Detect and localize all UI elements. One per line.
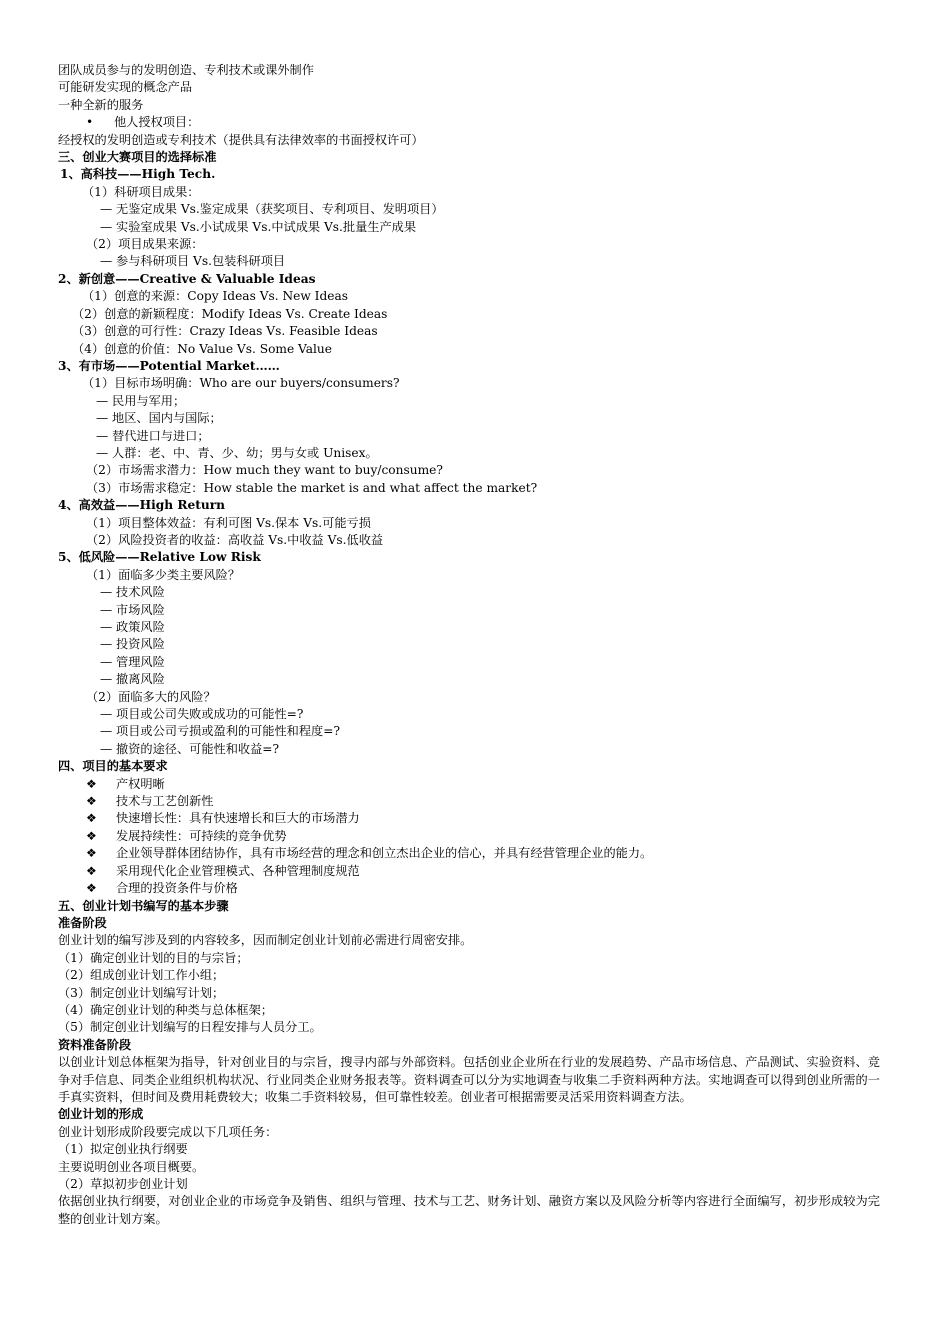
requirement-text: 企业领导群体团结协作，具有市场经营的理念和创立杰出企业的信心，并具有经营管理企业的能力。 bbox=[116, 846, 653, 861]
requirement-text: 发展持续性：可持续的竞争优势 bbox=[116, 828, 287, 843]
requirement-item bbox=[58, 810, 880, 827]
diamond-bullet-icon: ❖ bbox=[86, 776, 97, 791]
prep-stage-desc: 创业计划的编写涉及到的内容较多，因而制定创业计划前必需进行周密安排。 bbox=[58, 933, 473, 948]
criterion-3-sub-a: （1）目标市场明确：Who are our buyers/consumers? bbox=[82, 376, 400, 391]
dash-item: — 地区、国内与国际； bbox=[96, 411, 222, 426]
form-step-2-desc: 依据创业执行纲要，对创业企业的市场竞争及销售、组织与管理、技术与工艺、财务计划、融资方案以及风险分析等内容进行全面编写，初步形成较为完整的创业计划方案。 bbox=[58, 1194, 880, 1226]
dash-item: — 民用与军用； bbox=[96, 393, 186, 408]
criterion-4-item: （2）风险投资者的收益：高收益 Vs.中收益 Vs.低收益 bbox=[86, 532, 384, 547]
requirement-item bbox=[58, 880, 880, 897]
form-stage-heading: 创业计划的形成 bbox=[58, 1107, 144, 1122]
dash-item: — 市场风险 bbox=[100, 602, 165, 617]
criterion-5-sub-b: （2）面临多大的风险？ bbox=[86, 689, 216, 704]
auth-desc: 经授权的发明创造或专利技术（提供具有法律效率的书面授权许可） bbox=[58, 132, 424, 147]
diamond-bullet-icon: ❖ bbox=[86, 828, 97, 843]
requirement-text: 合理的投资条件与价格 bbox=[116, 881, 238, 896]
diamond-bullet-icon: ❖ bbox=[86, 881, 97, 896]
dash-item: — 参与科研项目 Vs.包装科研项目 bbox=[100, 254, 286, 269]
requirement-item bbox=[58, 793, 880, 810]
dash-item: — 项目或公司失败或成功的可能性=? bbox=[100, 707, 304, 722]
criterion-3-heading: 3、有市场——Potential Market…… bbox=[58, 358, 280, 373]
section-3-heading: 三、创业大赛项目的选择标准 bbox=[58, 150, 217, 165]
dash-item: — 技术风险 bbox=[100, 585, 165, 600]
dash-item: — 无鉴定成果 Vs.鉴定成果（获奖项目、专利项目、发明项目） bbox=[100, 202, 444, 217]
prep-step: （4）确定创业计划的种类与总体框架； bbox=[58, 1002, 273, 1017]
criterion-4-heading: 4、高效益——High Return bbox=[58, 498, 226, 513]
criterion-2-item: （3）创意的可行性：Crazy Ideas Vs. Feasible Ideas bbox=[72, 324, 378, 339]
requirement-text: 产权明晰 bbox=[116, 776, 165, 791]
prep-step: （5）制定创业计划编写的日程安排与人员分工。 bbox=[58, 1020, 322, 1035]
dash-item: — 项目或公司亏损或盈利的可能性和程度=? bbox=[100, 724, 340, 739]
dash-item: — 政策风险 bbox=[100, 620, 165, 634]
diamond-bullet-icon: ❖ bbox=[86, 794, 97, 809]
criterion-2-item: （1）创意的来源：Copy Ideas Vs. New Ideas bbox=[82, 289, 349, 304]
form-step-1-desc: 主要说明创业各项目概要。 bbox=[58, 1159, 205, 1174]
criterion-2-item: （4）创意的价值：No Value Vs. Some Value bbox=[72, 341, 332, 356]
criterion-1-sub-a: （1）科研项目成果： bbox=[82, 184, 200, 199]
requirement-item bbox=[58, 776, 880, 793]
form-step-2: （2）草拟初步创业计划 bbox=[58, 1177, 188, 1191]
criterion-3-sub-c: （3）市场需求稳定：How stable the market is and what affect the market? bbox=[86, 480, 538, 495]
requirement-text: 技术与工艺创新性 bbox=[116, 794, 214, 809]
section-5-heading: 五、创业计划书编写的基本步骤 bbox=[58, 898, 229, 913]
form-step-1: （1）拟定创业执行纲要 bbox=[58, 1142, 188, 1157]
intro-line: 一种全新的服务 bbox=[58, 97, 144, 112]
prep-step: （1）确定创业计划的目的与宗旨； bbox=[58, 950, 249, 965]
criterion-1-heading: 1、高科技——High Tech. bbox=[60, 167, 216, 182]
auth-item bbox=[58, 114, 880, 131]
criterion-4-item: （1）项目整体效益：有利可图 Vs.保本 Vs.可能亏损 bbox=[86, 515, 371, 530]
dash-item: — 管理风险 bbox=[100, 654, 165, 669]
dash-item: — 人群：老、中、青、少、幼；男与女或 Unisex。 bbox=[96, 445, 378, 460]
requirement-item bbox=[58, 863, 880, 880]
criterion-3-sub-b: （2）市场需求潜力：How much they want to buy/consume? bbox=[86, 463, 443, 478]
dash-item: — 替代进口与进口； bbox=[96, 428, 210, 443]
criterion-2-heading: 2、新创意——Creative & Valuable Ideas bbox=[58, 271, 316, 286]
prep-step: （3）制定创业计划编写计划； bbox=[58, 985, 225, 1000]
prep-step: （2）组成创业计划工作小组； bbox=[58, 968, 225, 983]
auth-item-text: 他人授权项目： bbox=[114, 115, 200, 130]
intro-line: 可能研发实现的概念产品 bbox=[58, 80, 193, 95]
criterion-2-item: （2）创意的新颖程度：Modify Ideas Vs. Create Ideas bbox=[72, 306, 388, 321]
requirement-item bbox=[58, 845, 880, 862]
requirement-item bbox=[58, 828, 880, 845]
dash-item: — 撤资的途径、可能性和收益=? bbox=[100, 741, 280, 756]
prep-stage-heading: 准备阶段 bbox=[58, 915, 107, 930]
diamond-bullet-icon: ❖ bbox=[86, 863, 97, 878]
data-stage-heading: 资料准备阶段 bbox=[58, 1037, 132, 1052]
bullet-dot-icon: • bbox=[86, 115, 94, 130]
requirement-text: 采用现代化企业管理模式、各种管理制度规范 bbox=[116, 863, 360, 878]
dash-item: — 实验室成果 Vs.小试成果 Vs.中试成果 Vs.批量生产成果 bbox=[100, 219, 417, 234]
intro-line: 团队成员参与的发明创造、专利技术或课外制作 bbox=[58, 63, 314, 77]
diamond-bullet-icon: ❖ bbox=[86, 811, 97, 826]
section-4-heading: 四、项目的基本要求 bbox=[58, 759, 168, 774]
requirement-text: 快速增长性：具有快速增长和巨大的市场潜力 bbox=[116, 811, 360, 826]
form-stage-desc: 创业计划形成阶段要完成以下几项任务： bbox=[58, 1124, 278, 1139]
data-stage-paragraph: 以创业计划总体框架为指导，针对创业目的与宗旨，搜寻内部与外部资料。包括创业企业所在行业的发展趋势、产品市场信息、产品测试、实验资料、竞争对手信息、同类企业组织机构状况、行业同类企业财务报表等。资料调查可以分为实地调查与收集二手资料两种方法。实地调查可以得到创业所需的一手真实资料，但时间及费用耗费较大；收集二手资料较易，但可靠性较差。创业者可根据需要灵活采用资料调查方法。 bbox=[58, 1055, 880, 1104]
criterion-1-sub-b: （2）项目成果来源： bbox=[86, 237, 204, 252]
diamond-bullet-icon: ❖ bbox=[86, 846, 97, 861]
criterion-5-sub-a: （1）面临多少类主要风险？ bbox=[86, 567, 241, 582]
dash-item: — 投资风险 bbox=[100, 637, 165, 652]
criterion-5-heading: 5、低风险——Relative Low Risk bbox=[58, 550, 261, 565]
dash-item: — 撤离风险 bbox=[100, 672, 165, 687]
